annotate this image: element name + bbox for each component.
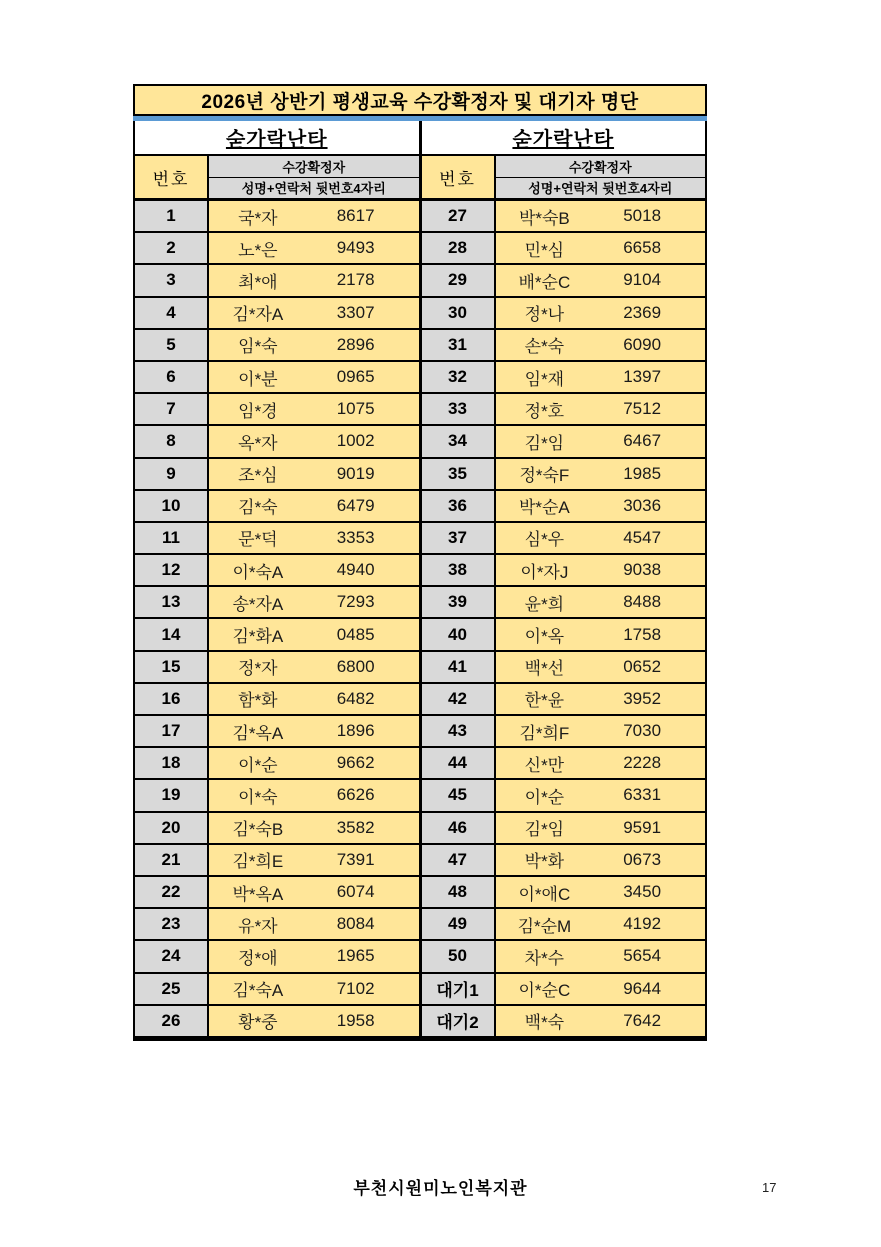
row-name-cell [209, 491, 419, 521]
row-number: 26 [135, 1006, 209, 1036]
contact-last4: 3582 [336, 817, 375, 837]
contact-last4: 9019 [336, 463, 375, 483]
registrant-name: 황*중 [238, 1013, 278, 1033]
row-number: 16 [135, 684, 209, 714]
registrant-name: 김*자A [232, 305, 284, 325]
row-name-cell [209, 974, 419, 1004]
rows-left [135, 201, 419, 1038]
row-number: 15 [135, 652, 209, 682]
row-number: 44 [422, 748, 496, 778]
row-name-cell [209, 780, 419, 810]
table-row [422, 619, 706, 651]
row-number: 6 [135, 362, 209, 392]
row-number: 40 [422, 619, 496, 649]
table-row [135, 426, 419, 458]
row-name-cell [496, 523, 706, 553]
contact-last4: 7642 [623, 1010, 662, 1030]
table-row [135, 1006, 419, 1038]
registrant-name: 옥*자 [238, 433, 278, 453]
row-name-cell [496, 233, 706, 263]
registrant-name: 정*애 [238, 948, 278, 968]
page-title: 2026년 상반기 평생교육 수강확정자 및 대기자 명단 [133, 84, 707, 116]
table-row [422, 587, 706, 619]
row-number: 42 [422, 684, 496, 714]
row-name-cell [209, 652, 419, 682]
row-number: 대기1 [422, 974, 496, 1004]
registrant-name: 김*숙B [232, 820, 284, 840]
row-name-cell [209, 394, 419, 424]
roster-left-half [135, 121, 422, 1038]
contact-last4: 1985 [623, 463, 662, 483]
table-row [422, 909, 706, 941]
contact-last4: 3036 [623, 495, 662, 515]
table-row [135, 813, 419, 845]
row-name-cell [496, 362, 706, 392]
row-name-cell [496, 619, 706, 649]
table-row [422, 362, 706, 394]
contact-last4: 8617 [336, 206, 375, 226]
registrant-name: 김*옥A [232, 723, 284, 743]
row-name-cell [209, 1006, 419, 1036]
row-name-cell [496, 716, 706, 746]
row-number: 21 [135, 845, 209, 875]
row-number: 27 [422, 201, 496, 231]
table-row [135, 394, 419, 426]
row-number: 34 [422, 426, 496, 456]
table-row [135, 619, 419, 651]
contact-last4: 1002 [336, 431, 375, 451]
registrant-name: 이*옥 [524, 627, 565, 647]
registrant-name: 손*숙 [524, 337, 565, 357]
row-name-cell [496, 845, 706, 875]
registrant-name: 이*순C [518, 981, 571, 1001]
course-title-right: 숟가락난타 [422, 121, 706, 156]
row-name-cell [496, 877, 706, 907]
contact-last4: 9591 [623, 817, 662, 837]
table-row [422, 941, 706, 973]
registrant-name: 이*분 [238, 369, 278, 389]
contact-last4: 7293 [336, 592, 375, 612]
row-number: 48 [422, 877, 496, 907]
registrant-name: 차*수 [524, 948, 565, 968]
registrant-name: 임*경 [238, 401, 278, 421]
row-number: 23 [135, 909, 209, 939]
table-row [135, 909, 419, 941]
col-header-group [496, 156, 706, 198]
registrant-name: 함*화 [238, 691, 278, 711]
row-name-cell [496, 974, 706, 1004]
table-row [135, 459, 419, 491]
row-number: 24 [135, 941, 209, 971]
table-row [422, 298, 706, 330]
document-page [133, 84, 707, 1041]
contact-last4: 2228 [623, 753, 662, 773]
row-name-cell [496, 684, 706, 714]
table-row [135, 780, 419, 812]
registrant-name: 임*숙 [238, 337, 278, 357]
row-name-cell [496, 941, 706, 971]
rows-right [422, 201, 706, 1038]
table-row [422, 652, 706, 684]
row-number: 35 [422, 459, 496, 489]
footer-org-name: 부천시원미노인복지관 [353, 1179, 528, 1198]
row-number: 39 [422, 587, 496, 617]
table-row [422, 555, 706, 587]
row-number: 2 [135, 233, 209, 263]
contact-last4: 6074 [336, 882, 375, 902]
contact-last4: 5018 [623, 206, 662, 226]
registrant-name: 이*자J [520, 562, 569, 582]
row-name-cell [496, 555, 706, 585]
row-number: 36 [422, 491, 496, 521]
contact-last4: 1075 [336, 399, 375, 419]
contact-last4: 7512 [623, 399, 662, 419]
table-row [422, 394, 706, 426]
contact-last4: 6800 [336, 656, 375, 676]
row-name-cell [209, 555, 419, 585]
row-number: 9 [135, 459, 209, 489]
roster-right-half [422, 121, 706, 1038]
row-number: 17 [135, 716, 209, 746]
row-name-cell [209, 845, 419, 875]
contact-last4: 5654 [623, 946, 662, 966]
row-number: 37 [422, 523, 496, 553]
row-name-cell [209, 426, 419, 456]
registrant-name: 백*숙 [524, 1013, 565, 1033]
registrant-name: 김*희E [232, 852, 284, 872]
registrant-name: 민*심 [524, 240, 565, 260]
contact-last4: 8084 [336, 914, 375, 934]
table-row [422, 845, 706, 877]
row-number: 41 [422, 652, 496, 682]
contact-last4: 7391 [336, 849, 375, 869]
contact-last4: 4192 [623, 914, 662, 934]
row-number: 12 [135, 555, 209, 585]
registrant-name: 박*옥A [232, 884, 284, 904]
registrant-name: 이*순 [524, 787, 565, 807]
col-header-group [209, 156, 419, 198]
registrant-name: 김*임 [524, 820, 565, 840]
registrant-name: 김*임 [524, 433, 565, 453]
registrant-name: 정*숙F [519, 466, 570, 486]
header-row-left [135, 156, 419, 201]
contact-last4: 1958 [336, 1010, 375, 1030]
row-name-cell [496, 330, 706, 360]
row-name-cell [209, 587, 419, 617]
row-name-cell [496, 201, 706, 231]
registrant-name: 문*덕 [238, 530, 278, 550]
table-row [422, 330, 706, 362]
registrant-name: 김*희F [519, 723, 570, 743]
contact-last4: 6467 [623, 431, 662, 451]
contact-last4: 3450 [623, 882, 662, 902]
registrant-name: 노*은 [238, 240, 278, 260]
table-row [422, 716, 706, 748]
contact-last4: 3353 [336, 527, 375, 547]
row-name-cell [209, 523, 419, 553]
row-number: 대기2 [422, 1006, 496, 1036]
contact-last4: 6331 [623, 785, 662, 805]
row-number: 14 [135, 619, 209, 649]
contact-last4: 1965 [336, 946, 375, 966]
registrant-name: 백*선 [524, 659, 565, 679]
contact-last4: 7030 [623, 721, 662, 741]
course-title-left: 숟가락난타 [135, 121, 419, 156]
table-row [135, 362, 419, 394]
registrant-name: 정*자 [238, 659, 278, 679]
row-name-cell [496, 426, 706, 456]
row-name-cell [496, 459, 706, 489]
contact-last4: 9662 [336, 753, 375, 773]
registrant-name: 박*숙B [518, 208, 570, 228]
row-number: 10 [135, 491, 209, 521]
row-name-cell [209, 201, 419, 231]
roster-table [133, 121, 707, 1041]
registrant-name: 심*우 [524, 530, 565, 550]
contact-last4: 0965 [336, 367, 375, 387]
contact-last4: 2178 [336, 270, 375, 290]
contact-last4: 0673 [623, 849, 662, 869]
row-name-cell [209, 233, 419, 263]
row-number: 43 [422, 716, 496, 746]
contact-last4: 4940 [336, 560, 375, 580]
table-row [135, 523, 419, 555]
table-row [422, 201, 706, 233]
row-name-cell [496, 587, 706, 617]
table-row [135, 845, 419, 877]
row-name-cell [496, 1006, 706, 1036]
row-name-cell [209, 619, 419, 649]
row-number: 49 [422, 909, 496, 939]
col-header-confirmed: 수강확정자 [209, 156, 419, 178]
row-number: 46 [422, 813, 496, 843]
row-name-cell [496, 909, 706, 939]
registrant-name: 한*윤 [524, 691, 565, 711]
table-row [422, 813, 706, 845]
contact-last4: 0652 [623, 656, 662, 676]
table-row [422, 748, 706, 780]
header-row-right [422, 156, 706, 201]
row-name-cell [496, 813, 706, 843]
row-number: 20 [135, 813, 209, 843]
row-number: 25 [135, 974, 209, 1004]
contact-last4: 6479 [336, 495, 375, 515]
row-number: 3 [135, 265, 209, 295]
registrant-name: 이*숙A [232, 562, 284, 582]
table-row [135, 941, 419, 973]
row-number: 28 [422, 233, 496, 263]
row-number: 11 [135, 523, 209, 553]
row-number: 50 [422, 941, 496, 971]
registrant-name: 임*재 [524, 369, 565, 389]
registrant-name: 윤*희 [524, 594, 565, 614]
table-row [422, 265, 706, 297]
row-name-cell [209, 684, 419, 714]
registrant-name: 국*자 [238, 208, 278, 228]
table-row [135, 587, 419, 619]
registrant-name: 김*화A [232, 627, 284, 647]
row-name-cell [209, 330, 419, 360]
registrant-name: 김*숙A [232, 981, 284, 1001]
row-number: 33 [422, 394, 496, 424]
row-name-cell [496, 265, 706, 295]
row-name-cell [496, 652, 706, 682]
contact-last4: 3952 [623, 688, 662, 708]
contact-last4: 4547 [623, 527, 662, 547]
row-name-cell [209, 877, 419, 907]
registrant-name: 송*자A [232, 594, 284, 614]
contact-last4: 6626 [336, 785, 375, 805]
registrant-name: 이*숙 [238, 787, 278, 807]
row-number: 8 [135, 426, 209, 456]
contact-last4: 0485 [336, 624, 375, 644]
table-row [135, 748, 419, 780]
contact-last4: 1397 [623, 367, 662, 387]
row-name-cell [209, 459, 419, 489]
table-row [422, 523, 706, 555]
row-number: 19 [135, 780, 209, 810]
row-name-cell [496, 780, 706, 810]
table-row [135, 684, 419, 716]
registrant-name: 신*만 [524, 755, 565, 775]
contact-last4: 7102 [336, 978, 375, 998]
table-row [135, 330, 419, 362]
row-number: 45 [422, 780, 496, 810]
table-row [135, 491, 419, 523]
contact-last4: 3307 [336, 302, 375, 322]
table-row [422, 684, 706, 716]
row-number: 31 [422, 330, 496, 360]
row-name-cell [209, 748, 419, 778]
table-row [135, 265, 419, 297]
registrant-name: 유*자 [238, 916, 278, 936]
row-number: 5 [135, 330, 209, 360]
table-row [135, 233, 419, 265]
contact-last4: 2369 [623, 302, 662, 322]
registrant-name: 김*순M [517, 916, 572, 936]
table-row [135, 298, 419, 330]
registrant-name: 이*애C [518, 884, 571, 904]
contact-last4: 9104 [623, 270, 662, 290]
contact-last4: 1758 [623, 624, 662, 644]
table-row [422, 233, 706, 265]
page-number: 17 [762, 1180, 777, 1195]
registrant-name: 박*순A [518, 498, 570, 518]
col-header-name-contact: 성명+연락처 뒷번호4자리 [241, 181, 386, 197]
table-row [422, 426, 706, 458]
contact-last4: 6090 [623, 334, 662, 354]
row-number: 29 [422, 265, 496, 295]
row-number: 4 [135, 298, 209, 328]
row-name-cell [496, 394, 706, 424]
contact-last4: 9038 [623, 560, 662, 580]
contact-last4: 6658 [623, 238, 662, 258]
row-number: 1 [135, 201, 209, 231]
row-number: 22 [135, 877, 209, 907]
row-name-cell [209, 941, 419, 971]
table-row [422, 877, 706, 909]
row-number: 13 [135, 587, 209, 617]
table-row [135, 201, 419, 233]
row-name-cell [496, 491, 706, 521]
col-header-confirmed: 수강확정자 [496, 156, 706, 178]
table-row [135, 555, 419, 587]
table-row [135, 652, 419, 684]
row-name-cell [496, 298, 706, 328]
contact-last4: 9493 [336, 238, 375, 258]
row-number: 47 [422, 845, 496, 875]
table-row [422, 459, 706, 491]
table-row [422, 974, 706, 1006]
registrant-name: 정*호 [524, 401, 565, 421]
row-name-cell [209, 265, 419, 295]
row-number: 32 [422, 362, 496, 392]
row-number: 7 [135, 394, 209, 424]
row-number: 30 [422, 298, 496, 328]
table-row [135, 716, 419, 748]
registrant-name: 최*애 [238, 272, 278, 292]
table-row [422, 1006, 706, 1038]
row-name-cell [209, 813, 419, 843]
registrant-name: 조*심 [238, 466, 278, 486]
table-row [135, 974, 419, 1006]
row-name-cell [209, 909, 419, 939]
row-name-cell [496, 748, 706, 778]
row-name-cell [209, 298, 419, 328]
col-header-name-contact: 성명+연락처 뒷번호4자리 [528, 181, 673, 197]
row-number: 18 [135, 748, 209, 778]
registrant-name: 이*순 [238, 755, 278, 775]
contact-last4: 2896 [336, 334, 375, 354]
table-row [422, 780, 706, 812]
registrant-name: 배*순C [518, 272, 571, 292]
table-row [422, 491, 706, 523]
row-name-cell [209, 716, 419, 746]
col-header-number: 번호 [422, 156, 496, 198]
table-row [135, 877, 419, 909]
contact-last4: 9644 [623, 978, 662, 998]
registrant-name: 김*숙 [238, 498, 278, 518]
registrant-name: 정*나 [524, 305, 565, 325]
contact-last4: 6482 [336, 688, 375, 708]
contact-last4: 1896 [336, 721, 375, 741]
registrant-name: 박*화 [524, 852, 565, 872]
row-name-cell [209, 362, 419, 392]
contact-last4: 8488 [623, 592, 662, 612]
col-header-number: 번호 [135, 156, 209, 198]
row-number: 38 [422, 555, 496, 585]
